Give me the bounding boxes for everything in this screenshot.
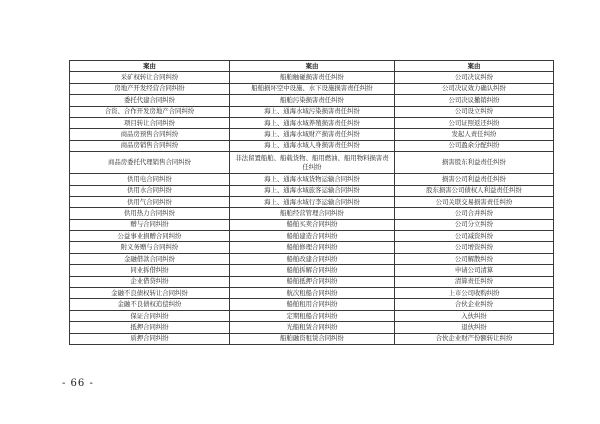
table-cell: 上市公司收购纠纷 xyxy=(395,288,554,299)
table-cell: 船舶改建合同纠纷 xyxy=(230,253,395,264)
header-cell: 案由 xyxy=(230,61,395,72)
table-cell: 公司减资纠纷 xyxy=(395,231,554,242)
table-cell: 公司增资纠纷 xyxy=(395,242,554,253)
case-cause-table xyxy=(69,60,554,345)
table-cell: 船舶租用合同纠纷 xyxy=(230,299,395,310)
table-cell: 光船租赁合同纠纷 xyxy=(230,322,395,333)
table-cell: 非法留置船舶、船载货物、船用燃油、船用物料损害责任纠纷 xyxy=(230,152,395,174)
table-cell: 合伙企业财产份额转让纠纷 xyxy=(395,333,554,344)
table-cell: 房地产开发经营合同纠纷 xyxy=(70,83,230,94)
table-cell: 船舶拆解合同纠纷 xyxy=(230,265,395,276)
table-cell: 公司解散纠纷 xyxy=(395,253,554,264)
table-row xyxy=(70,152,554,174)
table-cell: 船舶触碰损害责任纠纷 xyxy=(230,72,395,83)
table-cell: 清算责任纠纷 xyxy=(395,276,554,287)
page-number: - 66 - xyxy=(62,378,94,389)
table-cell: 公司关联交易损害责任纠纷 xyxy=(395,196,554,207)
table-cell: 公司证照返还纠纷 xyxy=(395,117,554,128)
table-row xyxy=(70,253,554,264)
table-cell: 船舶经营管理合同纠纷 xyxy=(230,208,395,219)
table-cell: 申请公司清算 xyxy=(395,265,554,276)
table-header-row xyxy=(70,61,554,72)
table-row xyxy=(70,140,554,151)
table-row xyxy=(70,83,554,94)
table-cell: 股东损害公司债权人利益责任纠纷 xyxy=(395,185,554,196)
table-row xyxy=(70,219,554,230)
table-cell: 海上、通海水域养殖损害责任纠纷 xyxy=(230,117,395,128)
table-cell: 商品房销售合同纠纷 xyxy=(70,140,230,151)
table-row xyxy=(70,117,554,128)
table-cell: 船舶抵押合同纠纷 xyxy=(230,276,395,287)
table-cell: 合伙企业纠纷 xyxy=(395,299,554,310)
table-cell: 抵押合同纠纷 xyxy=(70,322,230,333)
table-cell: 退伙纠纷 xyxy=(395,322,554,333)
table-cell: 合资、合作开发房地产合同纠纷 xyxy=(70,106,230,117)
table-body xyxy=(70,72,554,345)
table-cell: 公司分立纠纷 xyxy=(395,219,554,230)
table-cell: 船舶修理合同纠纷 xyxy=(230,242,395,253)
table-cell: 供用热力合同纠纷 xyxy=(70,208,230,219)
table-cell: 海上、通海水域行李运输合同纠纷 xyxy=(230,196,395,207)
table-row xyxy=(70,231,554,242)
table-cell: 附义务赠与合同纠纷 xyxy=(70,242,230,253)
table-cell: 公司盈余分配纠纷 xyxy=(395,140,554,151)
table-row xyxy=(70,322,554,333)
table-cell: 保证合同纠纷 xyxy=(70,310,230,321)
table-row xyxy=(70,129,554,140)
table-cell: 海上、通海水域人身损害责任纠纷 xyxy=(230,140,395,151)
table-cell: 海上、通海水域货物运输合同纠纷 xyxy=(230,174,395,185)
table-cell: 损害公司利益责任纠纷 xyxy=(395,174,554,185)
table-row xyxy=(70,276,554,287)
table-row xyxy=(70,185,554,196)
table-cell: 质押合同纠纷 xyxy=(70,333,230,344)
table-cell: 项目转让合同纠纷 xyxy=(70,117,230,128)
table-cell: 同业拆借纠纷 xyxy=(70,265,230,276)
table-row xyxy=(70,174,554,185)
table-row xyxy=(70,333,554,344)
table-row xyxy=(70,310,554,321)
table-cell: 商品房预售合同纠纷 xyxy=(70,129,230,140)
table-cell: 商品房委托代理销售合同纠纷 xyxy=(70,152,230,174)
table-cell: 供用水合同纠纷 xyxy=(70,185,230,196)
table-cell: 航次租船合同纠纷 xyxy=(230,288,395,299)
table-row xyxy=(70,72,554,83)
table-row xyxy=(70,242,554,253)
table-cell: 委托代建合同纠纷 xyxy=(70,95,230,106)
table-cell: 船舶损坏空中设施、水下设施损害责任纠纷 xyxy=(230,83,395,94)
table-cell: 金融不良债权追偿纠纷 xyxy=(70,299,230,310)
table-cell: 损害股东利益责任纠纷 xyxy=(395,152,554,174)
table-cell: 船舶买卖合同纠纷 xyxy=(230,219,395,230)
table-cell: 公司设立纠纷 xyxy=(395,106,554,117)
table-cell: 船舶建造合同纠纷 xyxy=(230,231,395,242)
table-cell: 供用气合同纠纷 xyxy=(70,196,230,207)
table-row xyxy=(70,196,554,207)
table-row xyxy=(70,265,554,276)
table-cell: 公司决议效力确认纠纷 xyxy=(395,83,554,94)
table-row xyxy=(70,95,554,106)
table-row xyxy=(70,288,554,299)
table-cell: 企业借贷纠纷 xyxy=(70,276,230,287)
table-cell: 公益事业捐赠合同纠纷 xyxy=(70,231,230,242)
table-cell: 船舶污染损害责任纠纷 xyxy=(230,95,395,106)
table-cell: 入伙纠纷 xyxy=(395,310,554,321)
table-cell: 海上、通海水域财产损害责任纠纷 xyxy=(230,129,395,140)
table-cell: 海上、通海水域旅客运输合同纠纷 xyxy=(230,185,395,196)
header-cell: 案由 xyxy=(395,61,554,72)
table-cell: 采矿权转让合同纠纷 xyxy=(70,72,230,83)
table-row xyxy=(70,106,554,117)
table-cell: 公司决议撤销纠纷 xyxy=(395,95,554,106)
table-cell: 公司决议纠纷 xyxy=(395,72,554,83)
table-cell: 金融借款合同纠纷 xyxy=(70,253,230,264)
table-cell: 金融不良债权转让合同纠纷 xyxy=(70,288,230,299)
header-cell: 案由 xyxy=(70,61,230,72)
table-cell: 供用电合同纠纷 xyxy=(70,174,230,185)
table-cell: 海上、通海水域污染损害责任纠纷 xyxy=(230,106,395,117)
table-row xyxy=(70,299,554,310)
table-cell: 赠与合同纠纷 xyxy=(70,219,230,230)
table-cell: 发起人责任纠纷 xyxy=(395,129,554,140)
table-row xyxy=(70,208,554,219)
table-cell: 公司合并纠纷 xyxy=(395,208,554,219)
table-cell: 船舶融资租赁合同纠纷 xyxy=(230,333,395,344)
table-cell: 定期租船合同纠纷 xyxy=(230,310,395,321)
case-table-container xyxy=(69,60,553,345)
